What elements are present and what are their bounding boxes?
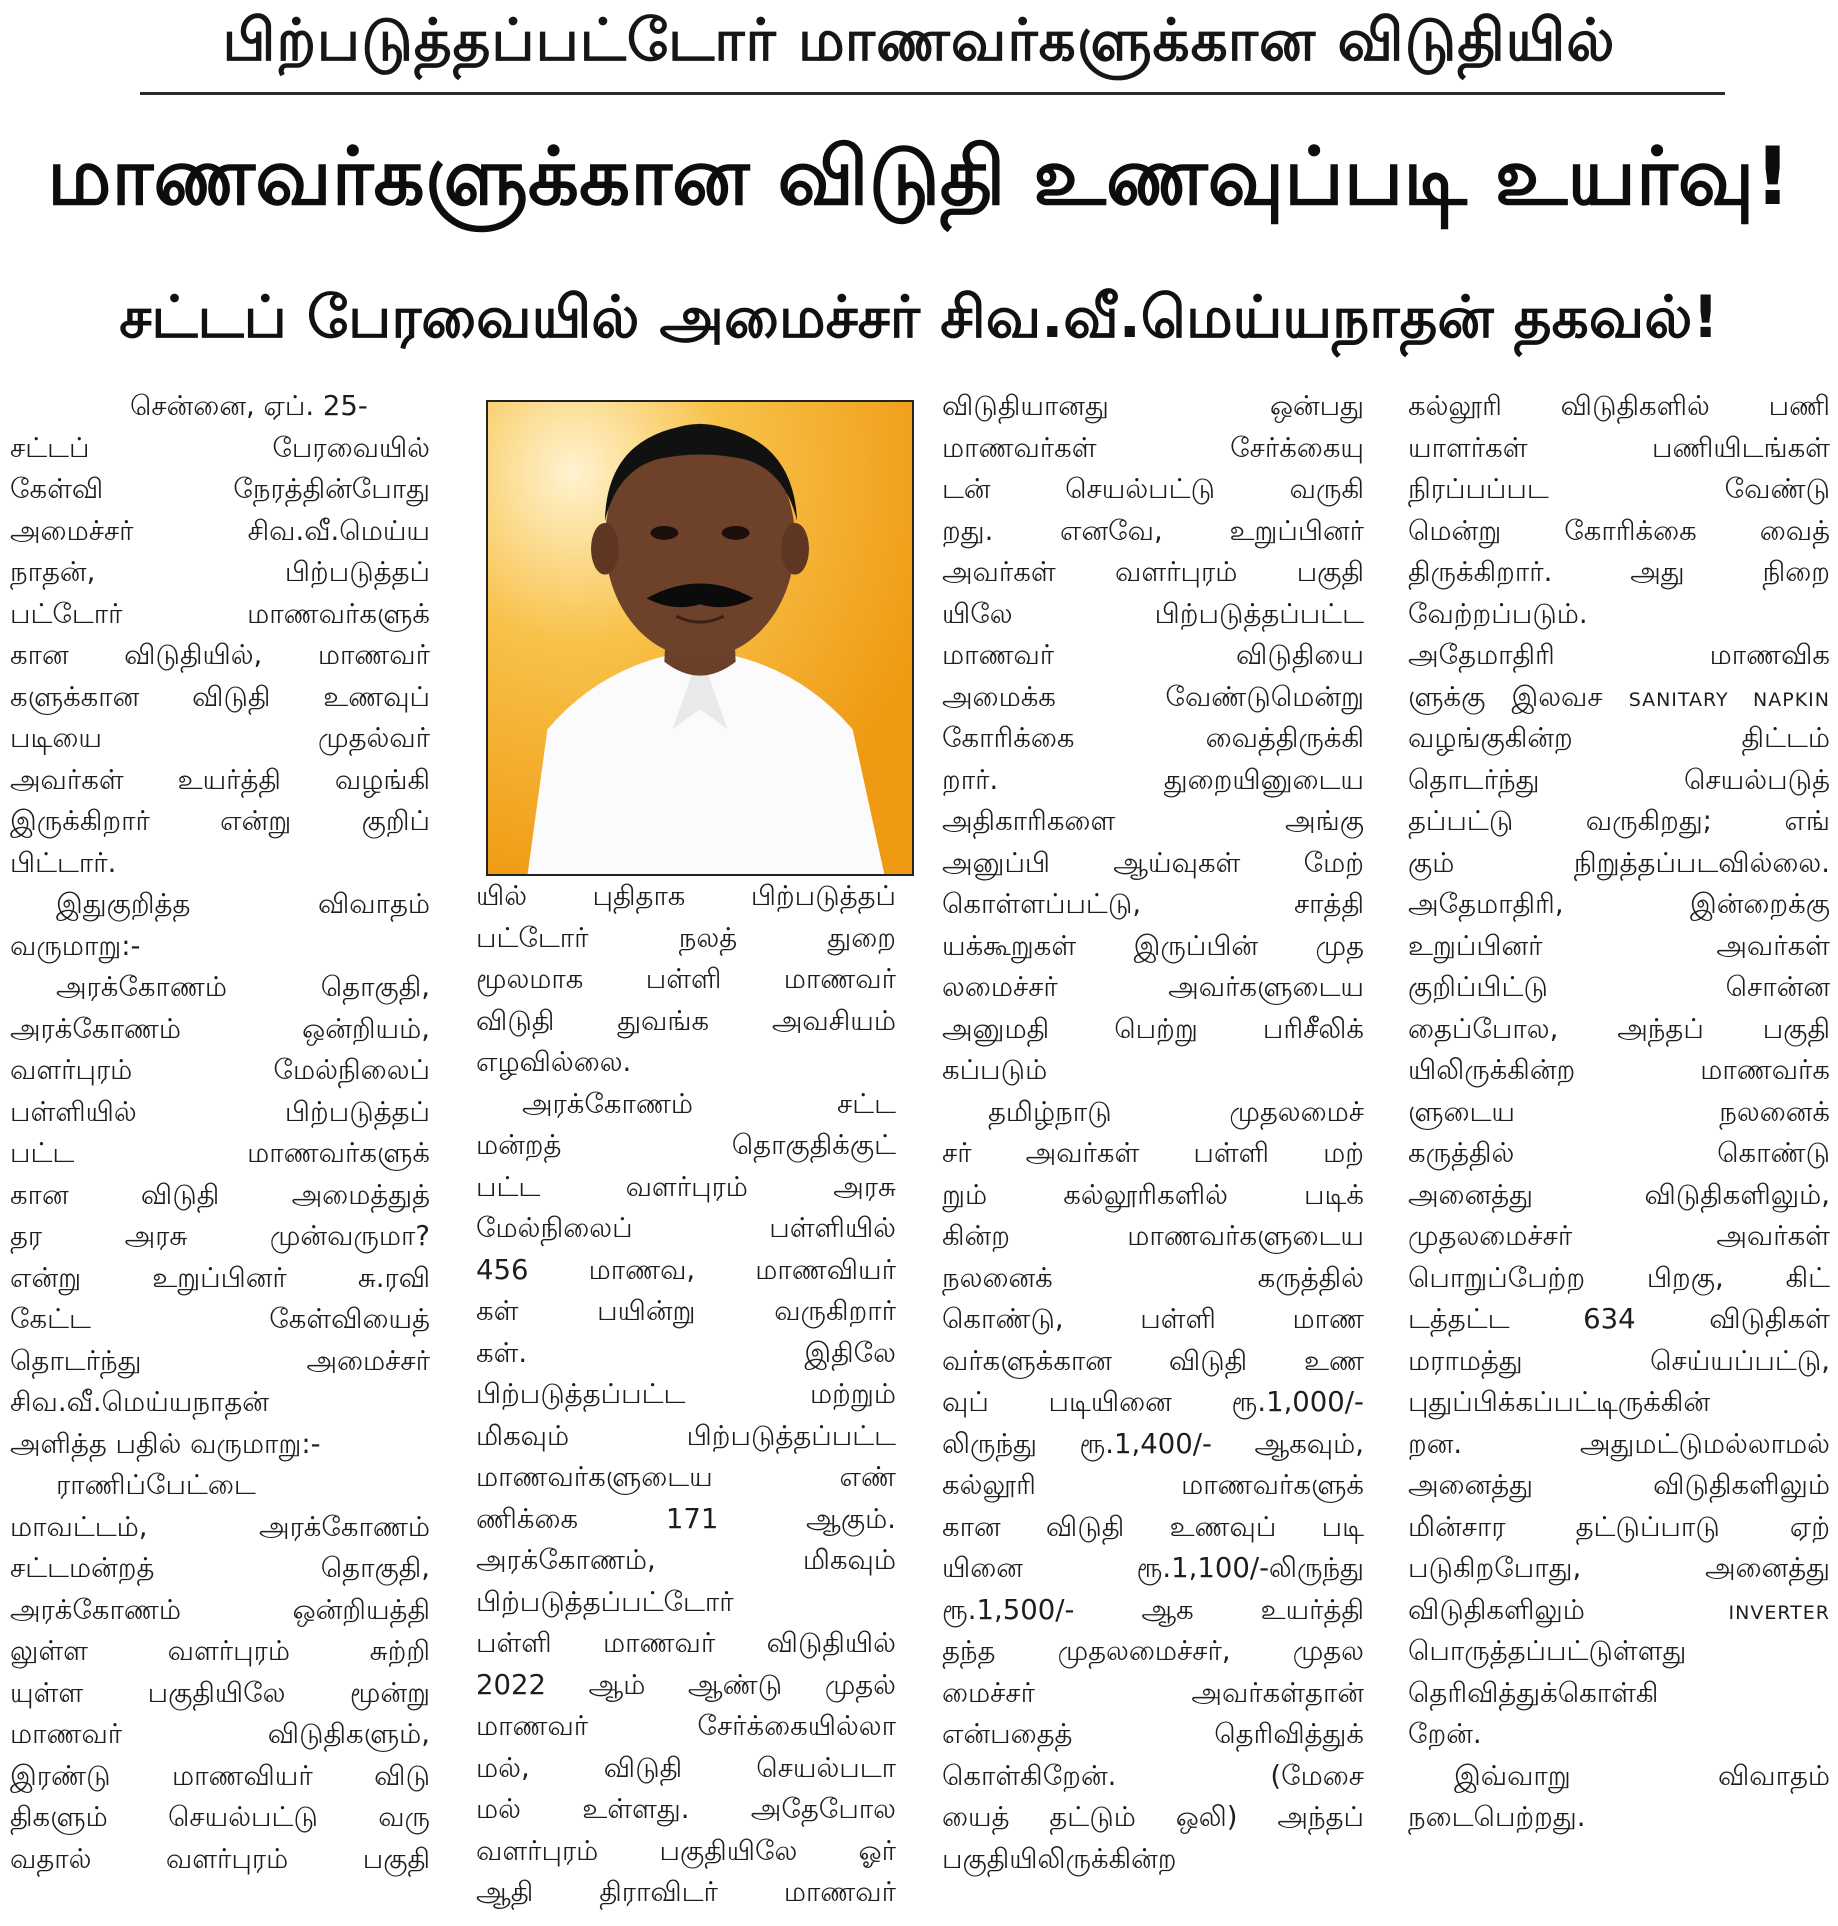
text-line: படுகிறபோது, அனைத்து [1408,1552,1830,1584]
text-line: பள்ளி மாணவர் விடுதியில் [476,1627,896,1659]
text-line: ளுடைய நலனைக் [1408,1095,1830,1128]
text-line: கான விடுதி உணவுப் படி [942,1510,1364,1543]
text-line: யைத் தட்டும் ஒலி) அந்தப் [942,1801,1364,1833]
text-line: டத்தட்ட 634 விடுதிகள் [1408,1303,1830,1335]
text-line: பட்ட வளர்புரம் அரசு [476,1170,896,1203]
text-line: யக்கூறுகள் இருப்பின் முத [942,929,1364,962]
text-line: அரக்கோணம், மிகவும் [476,1544,896,1576]
article-column-2 [476,876,896,1914]
text-line: கல்லூரி விடுதிகளில் பணி [1408,390,1830,422]
text-line: கின்ற மாணவர்களுடைய [942,1220,1364,1252]
text-line: அதேமாதிரி, இன்றைக்கு [1408,888,1830,920]
text-line: நாதன், பிற்படுத்தப் [10,556,430,588]
text-line: புதுப்பிக்கப்பட்டிருக்கின் [1408,1386,1711,1418]
headline-rule [140,92,1725,95]
text-line: பகுதியிலிருக்கின்ற [942,1842,1177,1875]
text-line: கொள்கிறேன். (மேசை [942,1759,1364,1792]
text-line: அரக்கோணம் ஒன்றியத்தி [10,1593,430,1626]
text-line: இதுகுறித்த விவாதம் [56,888,430,920]
text-line: முதலமைச்சர் அவர்கள் [1408,1220,1830,1252]
text-line: மாணவர்கள் சேர்க்கையு [942,431,1364,464]
text-line: வருமாறு:- [10,929,141,962]
text-line: வுப் படியினை ரூ.1,000/- [942,1386,1364,1418]
text-segment: விடுதிகளிலும் [1408,1593,1585,1626]
text-line: றார். துறையினுடைய [942,763,1364,796]
text-line: கேள்வி நேரத்தின்போது [10,473,430,505]
text-line: யினை ரூ.1,100/-லிருந்து [942,1552,1364,1584]
text-line: அமைச்சர் சிவ.வீ.மெய்ய [10,514,430,547]
text-line: அவர்கள் வளர்புரம் பகுதி [942,556,1364,588]
text-line: விடுதி துவங்க அவசியம் [476,1004,896,1037]
text-line: பட்ட மாணவர்களுக் [10,1137,430,1169]
text-line: அதேமாதிரி மாணவிக [1408,639,1830,671]
text-line: 456 மாணவ, மாணவியர் [476,1253,896,1286]
text-line: வளர்புரம் மேல்நிலைப் [10,1054,430,1086]
text-line: ஆதி திராவிடர் மாணவர் [476,1876,896,1908]
portrait-icon [488,402,912,874]
text-line: மல், விடுதி செயல்படா [476,1751,896,1784]
text-line: மாணவர்களுடைய எண் [476,1461,896,1493]
text-line: ராணிப்பேட்டை [56,1469,256,1501]
text-line: குறிப்பிட்டு சொன்ன [1408,971,1830,1003]
text-line: அனைத்து விடுதிகளிலும், [1408,1178,1830,1211]
text-line: இரண்டு மாணவியர் விடு [10,1759,430,1792]
text-line: மாவட்டம், அரக்கோணம் [10,1510,430,1543]
kicker-headline: பிற்படுத்தப்பட்டோர் மாணவர்களுக்கான விடுதியில் [222,6,1616,74]
text-line: அவர்கள் உயர்த்தி வழங்கி [10,763,430,796]
text-line: வதால் வளர்புரம் பகுதி [10,1842,430,1875]
text-line: கள் பயின்று வருகிறார் [476,1295,896,1327]
text-line: என்பதைத் தெரிவித்துக் [942,1718,1364,1750]
text-line: வேற்றப்படும். [1408,597,1588,630]
text-line: களுக்கான விடுதி உணவுப் [10,680,430,713]
text-line: நலனைக் கருத்தில் [942,1261,1364,1294]
text-line: பொருத்தப்பட்டுள்ளது [1408,1635,1687,1667]
text-line: என்று உறுப்பினர் சு.ரவி [10,1261,430,1294]
text-line: இருக்கிறார் என்று குறிப் [10,805,430,837]
text-line: யாளர்கள் பணியிடங்கள் [1408,431,1830,464]
text-line: நடைபெற்றது. [1408,1801,1586,1833]
sanitary-napkin-term: SANITARY NAPKIN [1628,688,1830,711]
text-line: கருத்தில் கொண்டு [1408,1137,1830,1169]
text-line: அனைத்து விடுதிகளிலும் [1408,1469,1830,1501]
text-line: கேட்ட கேள்வியைத் [10,1303,430,1335]
text-line: மூலமாக பள்ளி மாணவர் [476,963,896,995]
text-line: பிற்படுத்தப்பட்ட மற்றும் [476,1378,896,1410]
text-line: தொடர்ந்து அமைச்சர் [10,1344,430,1377]
text-line: யிலிருக்கின்ற மாணவர்க [1408,1054,1830,1086]
text-line: அளித்த பதில் வருமாறு:- [10,1427,321,1460]
text-line: பட்டோர் நலத் துறை [476,921,896,954]
text-segment: ளுக்கு இலவச [1408,680,1603,713]
text-line: மாணவர் விடுதியை [942,639,1364,671]
text-line: தர அரசு முன்வருமா? [10,1220,430,1252]
text-line: நிரப்பப்பட வேண்டு [1408,473,1830,505]
sub-headline: சட்டப் பேரவையில் அமைச்சர் சிவ.வீ.மெய்யநாதன் தகவல்! [119,283,1719,351]
text-line: யில் புதிதாக பிற்படுத்தப் [476,880,896,912]
text-line-with-inline [1408,677,1830,719]
text-line: லிருந்து ரூ.1,400/- ஆகவும், [942,1427,1364,1460]
text-line: தப்பட்டு வருகிறது; எங் [1408,805,1830,837]
text-line: வளர்புரம் பகுதியிலே ஓர் [476,1834,896,1867]
text-line-with-inline [1408,1590,1830,1632]
text-line: மிகவும் பிற்படுத்தப்பட்ட [476,1419,896,1452]
text-line: ணிக்கை 171 ஆகும். [476,1502,896,1535]
text-line: அரக்கோணம் தொகுதி, [56,971,430,1003]
text-line: தைப்போல, அந்தப் பகுதி [1408,1012,1830,1045]
text-line: 2022 ஆம் ஆண்டு முதல் [476,1668,896,1701]
article-column-4 [1408,386,1830,1839]
article-column-1 [10,386,430,1880]
text-line: பிட்டார். [10,846,117,879]
text-line: மின்சார தட்டுப்பாடு ஏற் [1408,1510,1830,1543]
text-line: யுள்ள பகுதியிலே மூன்று [10,1676,430,1709]
text-line: விடுதியானது ஒன்பது [942,390,1364,422]
text-line: மென்று கோரிக்கை வைத் [1408,514,1830,547]
text-line: பள்ளியில் பிற்படுத்தப் [10,1095,430,1128]
text-line: யிலே பிற்படுத்தப்பட்ட [942,597,1364,630]
text-line: சட்டமன்றத் தொகுதி, [10,1552,430,1584]
text-line: மராமத்து செய்யப்பட்டு, [1408,1344,1830,1377]
text-line: திகளும் செயல்பட்டு வரு [10,1801,430,1833]
text-line: அனுப்பி ஆய்வுகள் மேற் [942,846,1364,879]
article-column-3 [942,386,1364,1880]
text-line: தமிழ்நாடு முதலமைச் [988,1095,1364,1128]
text-line: திருக்கிறார். அது நிறை [1408,556,1830,588]
text-line: சென்னை, ஏப். 25- [130,390,368,422]
text-line: உறுப்பினர் அவர்கள் [1408,929,1830,962]
text-line: மல் உள்ளது. அதேபோல [476,1793,896,1825]
text-line: றன. அதுமட்டுமல்லாமல் [1408,1427,1830,1460]
text-line: கான விடுதி அமைத்துத் [10,1178,430,1211]
text-line: தந்த முதலமைச்சர், முதல [942,1635,1364,1667]
text-line: வழங்குகின்ற திட்டம் [1408,722,1830,754]
text-line: சர் அவர்கள் பள்ளி மற் [942,1137,1364,1169]
main-headline: மாணவர்களுக்கான விடுதி உணவுப்படி உயர்வு! [47,130,1791,223]
text-line: அரக்கோணம் சட்ட [522,1087,896,1120]
text-line: றேன். [1408,1718,1482,1750]
text-line: அதிகாரிகளை அங்கு [942,805,1364,837]
text-line: கான விடுதியில், மாணவர் [10,639,430,671]
text-line: படியை முதல்வர் [10,722,430,754]
text-line: வர்களுக்கான விடுதி உண [942,1344,1364,1377]
text-line: மாணவர் சேர்க்கையில்லா [476,1710,896,1742]
text-line: றும் கல்லூரிகளில் படிக் [942,1178,1364,1211]
text-line: மைச்சர் அவர்கள்தான் [942,1676,1364,1709]
text-line: கும் நிறுத்தப்படவில்லை. [1408,846,1830,879]
text-line: அமைக்க வேண்டுமென்று [942,680,1364,713]
text-line: லமைச்சர் அவர்களுடைய [942,971,1364,1003]
text-line: அரக்கோணம் ஒன்றியம், [10,1012,430,1045]
text-line: டன் செயல்பட்டு வருகி [942,473,1364,505]
text-line: லுள்ள வளர்புரம் சுற்றி [10,1635,430,1667]
text-line: பொறுப்பேற்ற பிறகு, கிட் [1408,1261,1830,1294]
text-line: சிவ.வீ.மெய்யநாதன் [10,1386,269,1418]
text-line: ரூ.1,500/- ஆக உயர்த்தி [942,1593,1364,1626]
text-line: இவ்வாறு விவாதம் [1454,1759,1830,1792]
text-line: கோரிக்கை வைத்திருக்கி [942,722,1364,754]
text-line: கள். இதிலே [476,1336,896,1369]
text-line: தொடர்ந்து செயல்படுத் [1408,763,1830,796]
inverter-term: INVERTER [1728,1601,1830,1624]
text-line: மாணவர் விடுதிகளும், [10,1718,430,1750]
text-line: மேல்நிலைப் பள்ளியில் [476,1212,896,1244]
text-line: பட்டோர் மாணவர்களுக் [10,597,430,630]
text-line: பிற்படுத்தப்பட்டோர் [476,1585,734,1618]
text-line: மன்றத் தொகுதிக்குட் [476,1129,896,1161]
text-line: கொள்ளப்பட்டு, சாத்தி [942,888,1364,920]
text-line: றது. எனவே, உறுப்பினர் [942,514,1364,547]
text-line: கல்லூரி மாணவர்களுக் [942,1469,1364,1501]
text-line: கப்படும் [942,1054,1048,1086]
portrait-photo [486,400,914,876]
text-line: சட்டப் பேரவையில் [10,431,430,464]
text-line: எழவில்லை. [476,1046,632,1078]
text-line: கொண்டு, பள்ளி மாண [942,1303,1364,1335]
text-line: அனுமதி பெற்று பரிசீலிக் [942,1012,1364,1045]
text-line: தெரிவித்துக்கொள்கி [1408,1676,1659,1709]
